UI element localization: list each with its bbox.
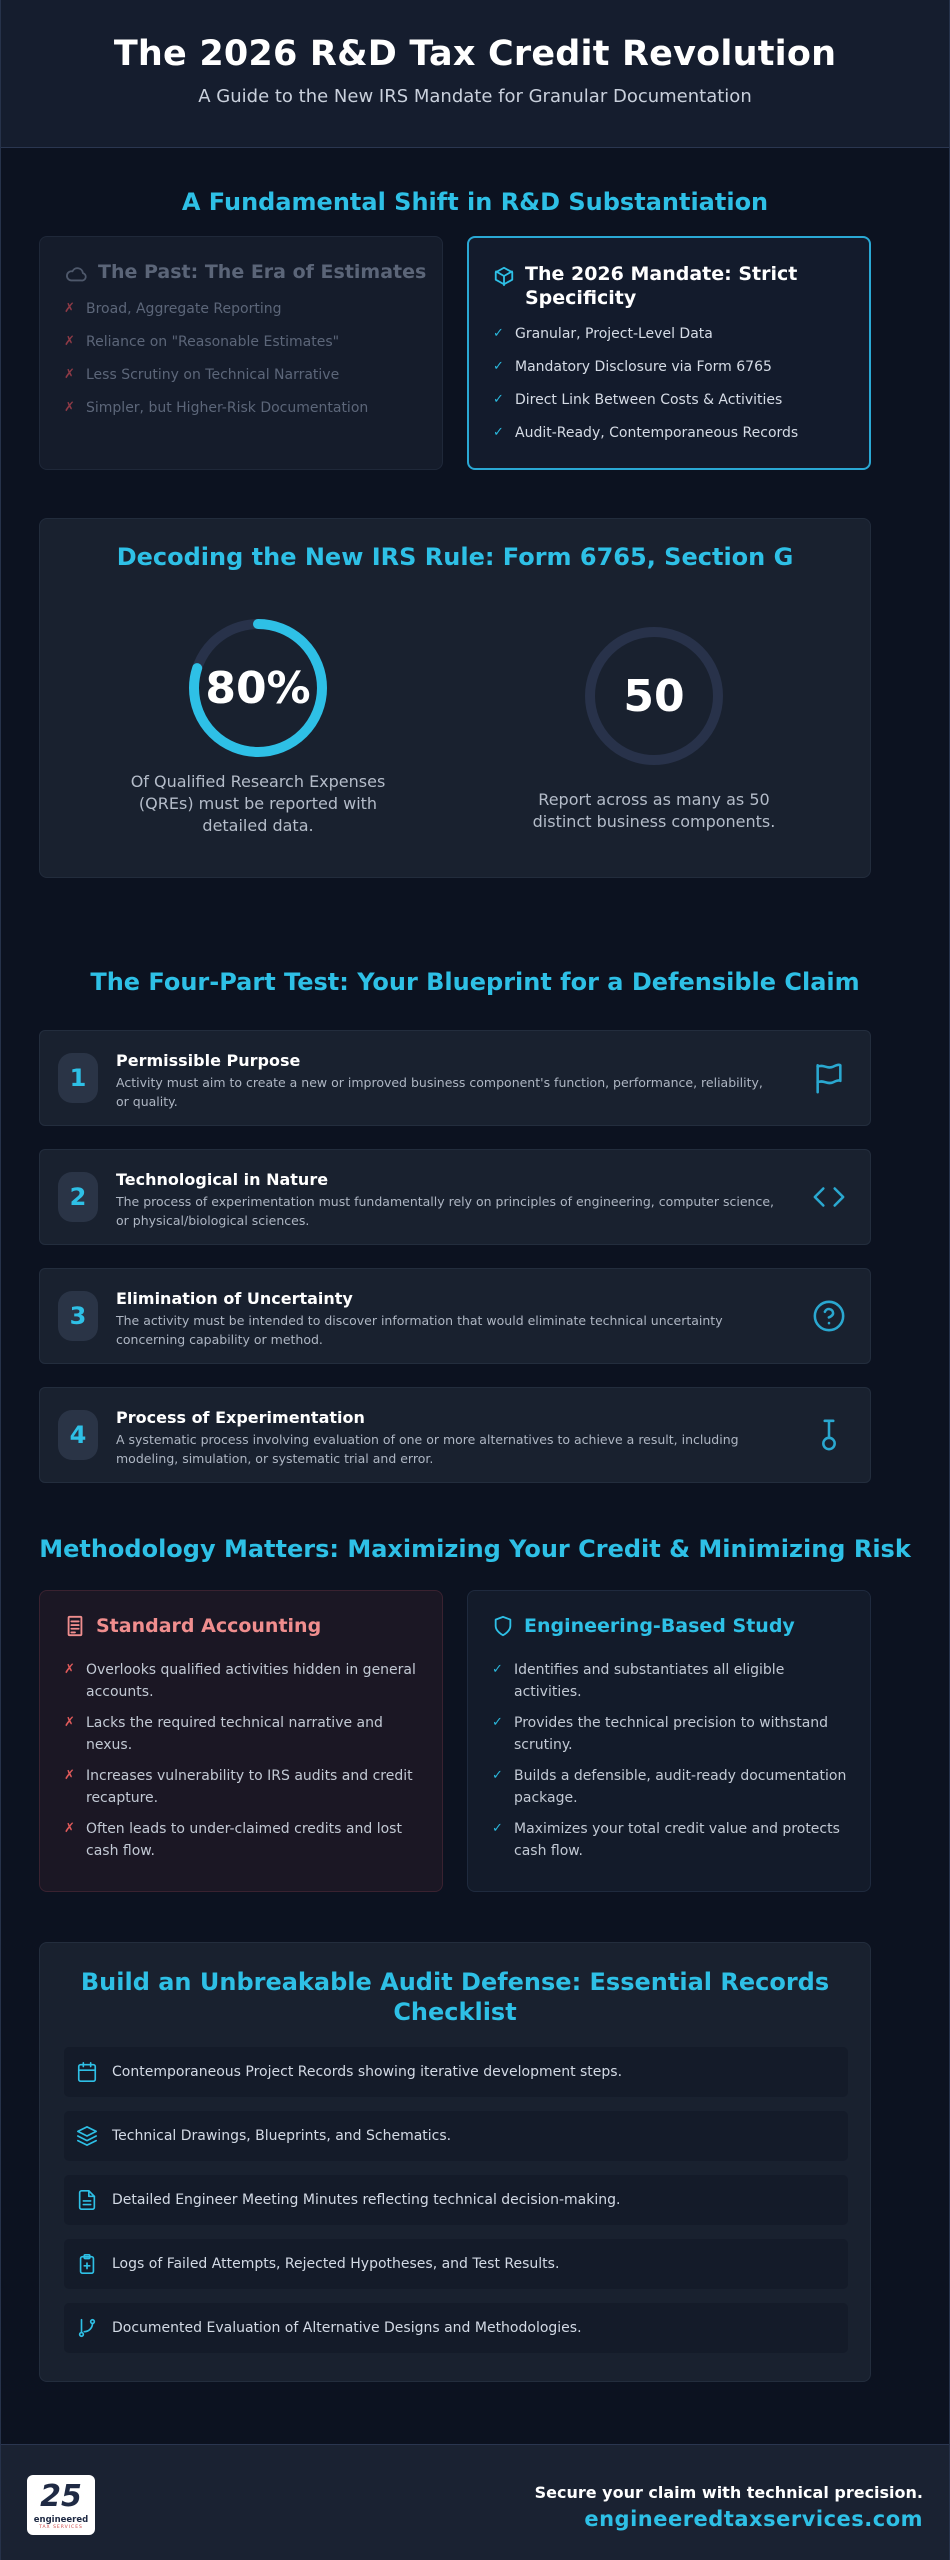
check-icon: ✓ <box>492 1768 503 1783</box>
list-item <box>64 398 368 431</box>
checklist-item-text: Detailed Engineer Meeting Minutes reflecting technical decision-making. <box>112 2192 621 2208</box>
check-icon: ✓ <box>493 392 504 407</box>
cross-icon: ✗ <box>64 1662 75 1677</box>
stat-ring-qre <box>183 613 333 763</box>
list-item <box>492 1712 852 1756</box>
check-icon: ✓ <box>492 1821 503 1836</box>
list-item <box>492 1818 852 1862</box>
mandate-card <box>467 236 871 470</box>
cross-icon: ✗ <box>64 334 75 349</box>
standard-list <box>64 1659 424 1871</box>
list-item <box>64 299 368 332</box>
stat-value: 80% <box>205 662 311 714</box>
page-title: The 2026 R&D Tax Credit Revolution <box>113 34 837 74</box>
list-item-text: Reliance on "Reasonable Estimates" <box>86 334 340 350</box>
cross-icon: ✗ <box>64 367 75 382</box>
calendar-icon <box>76 2061 98 2083</box>
shield-icon <box>492 1615 514 1637</box>
checklist-item <box>64 2111 848 2161</box>
list-item-text: Direct Link Between Costs & Activities <box>515 392 783 408</box>
cross-icon: ✗ <box>64 400 75 415</box>
list-item-text: Maximizes your total credit value and protects cash flow. <box>514 1821 840 1859</box>
test-tube-icon <box>812 1418 846 1452</box>
checklist-title: Build an Unbreakable Audit Defense: Essential Records Checklist <box>80 1968 830 2026</box>
page-subtitle: A Guide to the New IRS Mandate for Granular Documentation <box>198 86 752 107</box>
list-item <box>64 332 368 365</box>
test-item <box>39 1030 871 1126</box>
list-item <box>493 390 798 423</box>
checklist-item <box>64 2303 848 2353</box>
check-icon: ✓ <box>492 1715 503 1730</box>
check-icon: ✓ <box>493 359 504 374</box>
list-item <box>64 1818 424 1862</box>
shift-section-title: A Fundamental Shift in R&D Substantiation <box>181 188 769 216</box>
list-item-text: Mandatory Disclosure via Form 6765 <box>515 359 772 375</box>
cross-icon: ✗ <box>64 1768 75 1783</box>
footer-tagline: Secure your claim with technical precision. <box>534 2483 923 2502</box>
checklist-card <box>39 1942 871 2382</box>
logo-number: 25 <box>40 2479 82 2514</box>
four-part-title: The Four-Part Test: Your Blueprint for a Defensible Claim <box>90 968 860 996</box>
stat-description: Of Qualified Research Expenses (QREs) must be reported with detailed data. <box>130 772 386 835</box>
step-number: 2 <box>58 1172 98 1222</box>
test-title: Elimination of Uncertainty <box>116 1289 353 1308</box>
list-item <box>64 1712 424 1756</box>
check-icon: ✓ <box>493 425 504 440</box>
code-icon <box>812 1180 846 1214</box>
test-item <box>39 1149 871 1245</box>
branch-icon <box>76 2317 98 2339</box>
standard-title: Standard Accounting <box>96 1615 322 1637</box>
standard-accounting-card <box>39 1590 443 1892</box>
list-item-text: Increases vulnerability to IRS audits and credit recapture. <box>86 1768 413 1806</box>
list-item-text: Lacks the required technical narrative and nexus. <box>86 1715 383 1753</box>
list-item <box>492 1765 852 1809</box>
list-item-text: Provides the technical precision to withstand scrutiny. <box>514 1715 829 1753</box>
logo-subtext: TAX SERVICES <box>39 2525 83 2530</box>
decoding-title: Decoding the New IRS Rule: Form 6765, Section G <box>116 543 794 571</box>
checklist-item <box>64 2175 848 2225</box>
mandate-card-title: The 2026 Mandate: Strict Specificity <box>525 263 798 309</box>
methodology-title: Methodology Matters: Maximizing Your Credit & Minimizing Risk <box>39 1535 911 1563</box>
list-item-text: Builds a defensible, audit-ready documentation package. <box>514 1768 847 1806</box>
list-item-text: Granular, Project-Level Data <box>515 326 713 342</box>
checklist-item-text: Documented Evaluation of Alternative Designs and Methodologies. <box>112 2320 582 2336</box>
test-title: Process of Experimentation <box>116 1408 365 1427</box>
cross-icon: ✗ <box>64 1821 75 1836</box>
past-card <box>39 236 443 470</box>
engineering-header <box>492 1615 795 1637</box>
past-list <box>64 299 368 431</box>
flag-icon <box>812 1061 846 1095</box>
cross-icon: ✗ <box>64 1715 75 1730</box>
list-item-text: Identifies and substantiates all eligible activities. <box>514 1662 785 1700</box>
test-title: Technological in Nature <box>116 1170 329 1189</box>
checklist-item-text: Contemporaneous Project Records showing iterative development steps. <box>112 2064 623 2080</box>
step-number: 3 <box>58 1291 98 1341</box>
check-icon: ✓ <box>493 326 504 341</box>
engineering-list <box>492 1659 852 1871</box>
checklist-item-text: Logs of Failed Attempts, Rejected Hypotheses, and Test Results. <box>112 2256 560 2272</box>
stat-description: Report across as many as 50 distinct business components. <box>532 790 776 831</box>
check-icon: ✓ <box>492 1662 503 1677</box>
list-item <box>493 357 798 390</box>
cloud-icon <box>64 263 88 285</box>
layers-icon <box>76 2125 98 2147</box>
list-item <box>493 423 798 456</box>
list-item-text: Broad, Aggregate Reporting <box>86 301 282 317</box>
page-header <box>1 0 949 148</box>
checklist-item <box>64 2047 848 2097</box>
test-description: The process of experimentation must fundamentally rely on principles of engineering, computer science, or physical/biological sciences. <box>116 1194 774 1228</box>
logo-text: engineered <box>33 2515 89 2525</box>
list-item-text: Overlooks qualified activities hidden in general accounts. <box>86 1662 416 1700</box>
cube-icon <box>493 265 515 287</box>
past-card-title: The Past: The Era of Estimates <box>98 261 427 283</box>
test-description: The activity must be intended to discover information that would eliminate technical uncertainty concerning capability or method. <box>116 1313 723 1347</box>
decoding-card <box>39 518 871 878</box>
test-description: A systematic process involving evaluation of one or more alternatives to achieve a result, including modeling, simulation, or systematic trial and error. <box>116 1432 739 1466</box>
stat-value: 50 <box>623 670 685 722</box>
list-item <box>64 365 368 398</box>
engineering-study-card <box>467 1590 871 1892</box>
company-logo <box>27 2475 95 2535</box>
list-item-text: Often leads to under-claimed credits and lost cash flow. <box>86 1821 402 1859</box>
list-item <box>492 1659 852 1703</box>
test-item <box>39 1268 871 1364</box>
list-item-text: Audit-Ready, Contemporaneous Records <box>515 425 799 441</box>
list-item <box>64 1765 424 1809</box>
step-number: 1 <box>58 1053 98 1103</box>
step-number: 4 <box>58 1410 98 1460</box>
test-title: Permissible Purpose <box>116 1051 301 1070</box>
document-icon <box>76 2189 98 2211</box>
footer-website-link[interactable]: engineeredtaxservices.com <box>584 2507 923 2531</box>
checklist-item <box>64 2239 848 2289</box>
clipboard-plus-icon <box>76 2253 98 2275</box>
standard-header <box>64 1615 321 1637</box>
checklist-item-text: Technical Drawings, Blueprints, and Schematics. <box>112 2128 452 2144</box>
receipt-icon <box>64 1615 86 1637</box>
list-item <box>493 324 798 357</box>
past-card-header <box>64 261 426 285</box>
mandate-card-header <box>493 262 843 310</box>
list-item-text: Simpler, but Higher-Risk Documentation <box>86 400 369 416</box>
question-icon <box>812 1299 846 1333</box>
mandate-list <box>493 324 798 456</box>
list-item-text: Less Scrutiny on Technical Narrative <box>86 367 340 383</box>
test-item <box>39 1387 871 1483</box>
cross-icon: ✗ <box>64 301 75 316</box>
page-footer <box>1 2444 949 2560</box>
list-item <box>64 1659 424 1703</box>
test-description: Activity must aim to create a new or improved business component's function, performance, reliability, or quality. <box>116 1075 763 1109</box>
stat-ring-components <box>579 621 729 771</box>
engineering-title: Engineering-Based Study <box>524 1615 795 1637</box>
